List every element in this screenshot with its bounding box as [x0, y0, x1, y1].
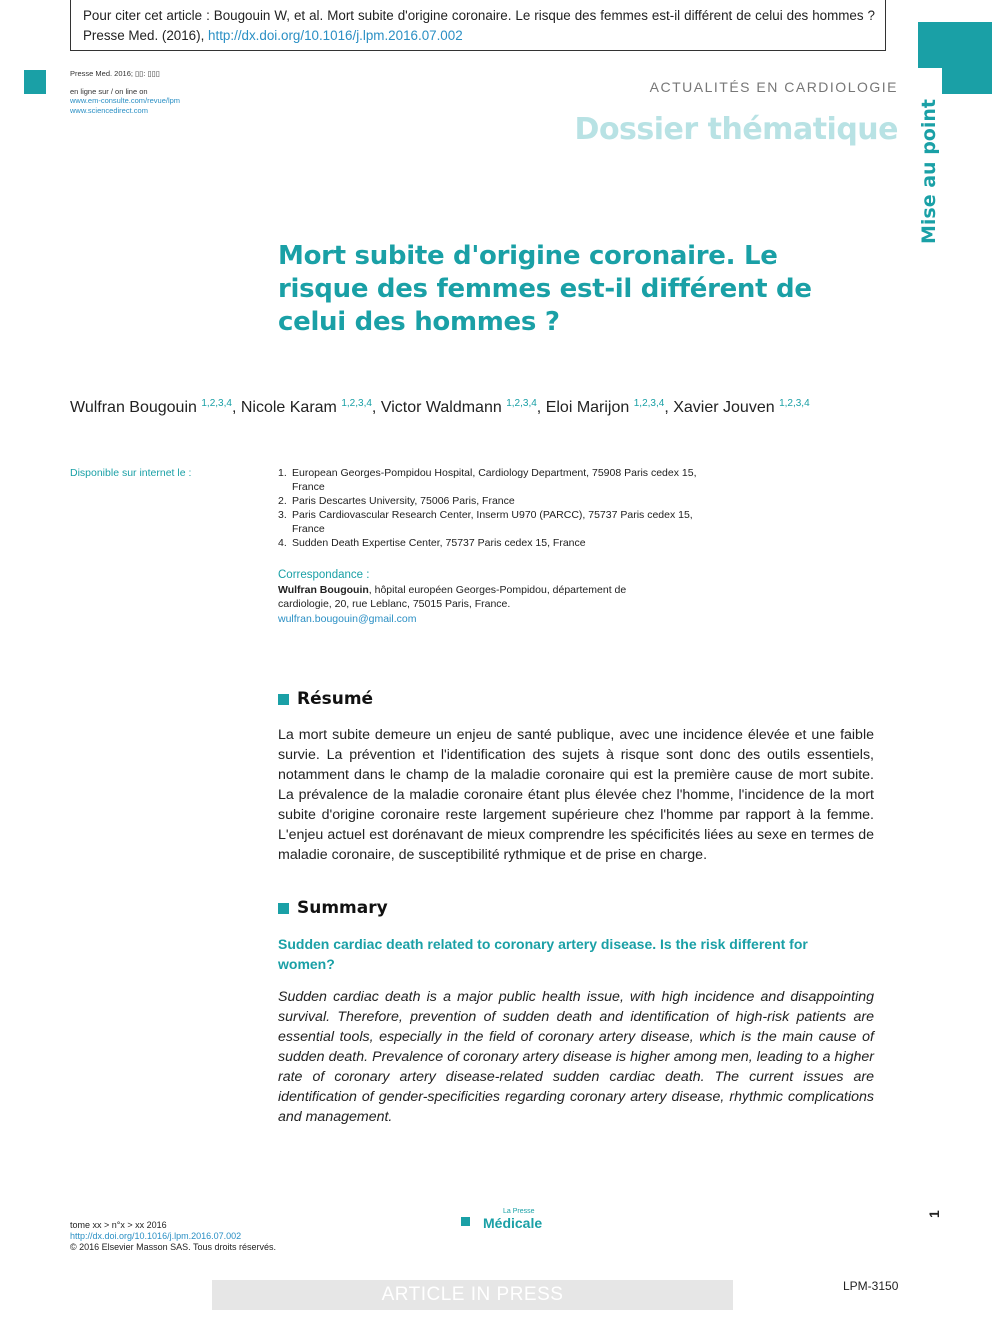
em-consulte-link[interactable]: www.em-consulte.com/revue/lpm: [70, 96, 181, 105]
correspondance: [278, 568, 658, 626]
sciencedirect-link[interactable]: www.sciencedirect.com: [70, 105, 148, 115]
section-square-icon: [278, 694, 289, 705]
author: Xavier Jouven $^{1,2,3,4}$: [673, 398, 810, 416]
side-label: Mise au point: [918, 99, 940, 244]
author-list: [70, 398, 810, 417]
masthead: [70, 69, 180, 115]
correspondance-address: , hôpital européen Georges-Pompidou, département de cardiologie, 20, rue Leblanc, 75015 Paris, France.: [278, 583, 627, 610]
footer-doi-link[interactable]: http://dx.doi.org/10.1016/j.lpm.2016.07.002: [70, 1231, 242, 1241]
summary-heading: Summary: [278, 898, 388, 918]
summary-text: Sudden cardiac death is a major public health issue, with high incidence and disappointing survival. Therefore, prevention of sudden death and identification of high-risk patients are essential tools, especially in the field of coronary artery disease, which is the main cause of sudden death. Prevalence of coronary artery disease is higher among men, leading to a higher rate of coronary artery disease-related sudden cardiac death. The current issues are identification of gender-specificities regarding coronary artery disease, rhythmic complications and management.: [278, 989, 874, 1125]
footer-info: [70, 1220, 276, 1253]
online-date-label: Disponible sur internet le :: [70, 467, 192, 479]
issue-info: tome xx > n°x > xx 2016: [70, 1220, 167, 1230]
correspondance-email[interactable]: wulfran.bougouin@gmail.com: [278, 612, 417, 625]
online-on: en ligne sur / on line on: [70, 86, 148, 96]
dossier-label: Dossier thématique: [574, 112, 898, 147]
article-in-press-banner: ARTICLE IN PRESS: [212, 1280, 733, 1310]
author: Eloi Marijon $^{1,2,3,4}$,: [545, 398, 674, 416]
english-title: Sudden cardiac death related to coronary artery disease. Is the risk different for women?: [278, 936, 808, 972]
corner-tab-notch: [918, 68, 942, 94]
author: Victor Waldmann $^{1,2,3,4}$,: [380, 398, 546, 416]
copyright: © 2016 Elsevier Masson SAS. Tous droits réservés.: [70, 1242, 277, 1252]
page-number: 1: [926, 1210, 942, 1218]
rubric: ACTUALITÉS EN CARDIOLOGIE: [649, 79, 898, 95]
resume-text: La mort subite demeure un enjeu de santé publique, avec une incidence élevée et une faible survie. La prévention et l'identification des sujets à risque sont donc des outils essentiels, notamment dans le champ de la maladie coronaire qui est la première cause de mort subite. La prévalence de la maladie coronaire étant plus élevée chez l'homme, l'incidence de la mort subite d'origine coronaire reste largement supérieure chez l'homme par rapport à la femme. L'enjeu actuel est dorénavant de mieux comprendre les spécificités liées au sexe en termes de maladie coronaire, de susceptibilité rythmique et de prise en charge.: [278, 727, 874, 863]
correspondance-heading: Correspondance :: [278, 569, 370, 581]
journal-ref: Presse Med. 2016; ▯▯: ▯▯▯: [70, 69, 160, 78]
correspondance-name: Wulfran Bougouin: [278, 583, 369, 596]
citation-doi-link[interactable]: http://dx.doi.org/10.1016/j.lpm.2016.07.002: [208, 28, 463, 43]
author: Nicole Karam $^{1,2,3,4}$,: [240, 398, 381, 416]
affiliation-item: 1. European Georges-Pompidou Hospital, Cardiology Department, 75908 Paris cedex 15, France: [278, 467, 697, 493]
section-square-icon: [278, 903, 289, 914]
masthead-square: [24, 70, 46, 94]
affiliation-item: 4. Sudden Death Expertise Center, 75737 Paris cedex 15, France: [278, 537, 586, 549]
article-code: LPM-3150: [843, 1279, 899, 1293]
resume-heading: Résumé: [278, 689, 373, 709]
affiliation-list: [278, 466, 698, 550]
citation-box: [70, 0, 886, 51]
journal-logo: La Presse Médicale: [461, 1208, 542, 1230]
affiliation-item: 2. Paris Descartes University, 75006 Paris, France: [278, 495, 515, 507]
article-title: Mort subite d'origine coronaire. Le risque des femmes est-il différent de celui des hommes ?: [278, 241, 812, 337]
author: Wulfran Bougouin $^{1,2,3,4}$,: [70, 398, 241, 416]
affiliation-item: 3. Paris Cardiovascular Research Center, Inserm U970 (PARCC), 75737 Paris cedex 15, France: [278, 509, 693, 535]
logo-square-icon: [461, 1217, 470, 1226]
citation-text: Pour citer cet article : Bougouin W, et al. Mort subite d'origine coronaire. Le risque des femmes est-il différent de celui des hommes ? Presse Med. (2016),: [83, 8, 875, 43]
